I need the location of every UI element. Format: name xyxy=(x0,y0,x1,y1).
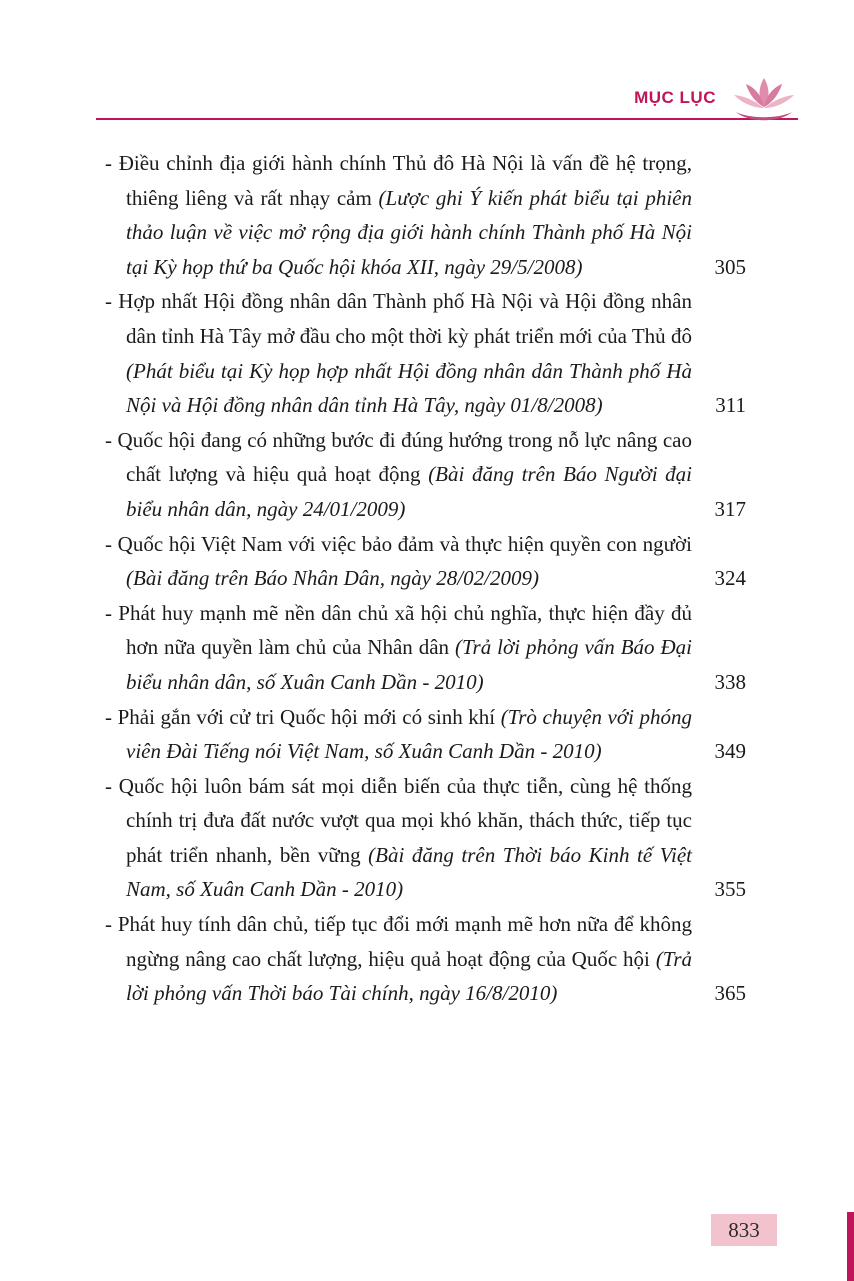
lotus-icon xyxy=(730,76,798,124)
entry-title: - Phát huy tính dân chủ, tiếp tục đổi mới mạnh mẽ hơn nữa để không ngừng nâng cao chất lượng, hiệu quả hoạt động của Quốc hội xyxy=(105,912,692,971)
entry-page-number: 305 xyxy=(714,254,746,279)
entry-source: (Trò chuyện với phóng viên Đài Tiếng nói Việt Nam, số Xuân Canh Dần - 2010) xyxy=(126,704,692,764)
entry-page-number: 365 xyxy=(714,981,746,1006)
toc-list xyxy=(105,146,746,1011)
entry-text xyxy=(105,423,692,527)
toc-entry xyxy=(105,527,746,596)
page-edge-bar xyxy=(847,1212,854,1281)
entry-text xyxy=(105,527,692,596)
entry-title: - Điều chỉnh địa giới hành chính Thủ đô Hà Nội là vấn đề hệ trọng, thiêng liêng và rất nhạy cảm xyxy=(105,151,692,210)
toc-entry xyxy=(105,907,746,1011)
toc-entry xyxy=(105,146,746,284)
entry-source: (Trả lời phỏng vấn Thời báo Tài chính, ngày 16/8/2010) xyxy=(126,946,692,1006)
entry-source: (Lược ghi Ý kiến phát biểu tại phiên thảo luận về việc mở rộng địa giới hành chính Thành phố Hà Nội tại Kỳ họp thứ ba Quốc hội khóa XII, ngày 29/5/2008) xyxy=(126,185,692,279)
entry-text xyxy=(105,769,692,907)
header-row xyxy=(96,68,798,118)
entry-page-number: 324 xyxy=(714,566,746,591)
toc-entry xyxy=(105,284,746,422)
entry-page-number: 311 xyxy=(715,393,746,418)
toc-entry xyxy=(105,596,746,700)
entry-text xyxy=(105,284,692,422)
entry-page-number: 349 xyxy=(714,739,746,764)
toc-entry xyxy=(105,423,746,527)
header-divider xyxy=(96,118,798,120)
entry-text xyxy=(105,907,692,1011)
entry-page-number: 317 xyxy=(714,496,746,521)
entry-source: (Trả lời phỏng vấn Báo Đại biểu nhân dân, số Xuân Canh Dần - 2010) xyxy=(126,635,692,694)
entry-title: - Quốc hội đang có những bước đi đúng hướng trong nỗ lực nâng cao chất lượng và hiệu quả hoạt động xyxy=(105,427,692,487)
entry-title: - Phát huy mạnh mẽ nền dân chủ xã hội chủ nghĩa, thực hiện đầy đủ hơn nữa quyền làm chủ của Nhân dân xyxy=(105,600,692,660)
entry-text xyxy=(105,146,692,284)
entry-title: - Hợp nhất Hội đồng nhân dân Thành phố Hà Nội và Hội đồng nhân dân tỉnh Hà Tây mở đầu cho một thời kỳ phát triển mới của Thủ đô xyxy=(105,289,692,348)
page-title: MỤC LỤC xyxy=(634,88,716,107)
entry-source: (Bài đăng trên Thời báo Kinh tế Việt Nam, số Xuân Canh Dần - 2010) xyxy=(126,842,692,902)
page-header xyxy=(96,68,798,120)
entry-page-number: 338 xyxy=(714,669,746,694)
entry-title: - Phải gắn với cử tri Quốc hội mới có sinh khí xyxy=(105,704,501,729)
entry-source: (Bài đăng trên Báo Người đại biểu nhân dân, ngày 24/01/2009) xyxy=(126,462,692,521)
entry-title: - Quốc hội Việt Nam với việc bảo đảm và thực hiện quyền con người xyxy=(105,531,692,556)
footer-page-badge xyxy=(711,1214,777,1246)
toc-entry xyxy=(105,700,746,769)
entry-page-number: 355 xyxy=(714,877,746,902)
entry-text xyxy=(105,596,692,700)
entry-title: - Quốc hội luôn bám sát mọi diễn biến của thực tiễn, cùng hệ thống chính trị đưa đất nước vượt qua mọi khó khăn, thách thức, tiếp tục phát triển nhanh, bền vững xyxy=(105,773,692,867)
entry-source: (Bài đăng trên Báo Nhân Dân, ngày 28/02/2009) xyxy=(126,566,539,591)
entry-source: (Phát biểu tại Kỳ họp hợp nhất Hội đồng nhân dân Thành phố Hà Nội và Hội đồng nhân dân tỉnh Hà Tây, ngày 01/8/2008) xyxy=(126,358,692,418)
entry-text xyxy=(105,700,692,769)
footer-page-number: 833 xyxy=(728,1217,760,1242)
toc-entry xyxy=(105,769,746,907)
